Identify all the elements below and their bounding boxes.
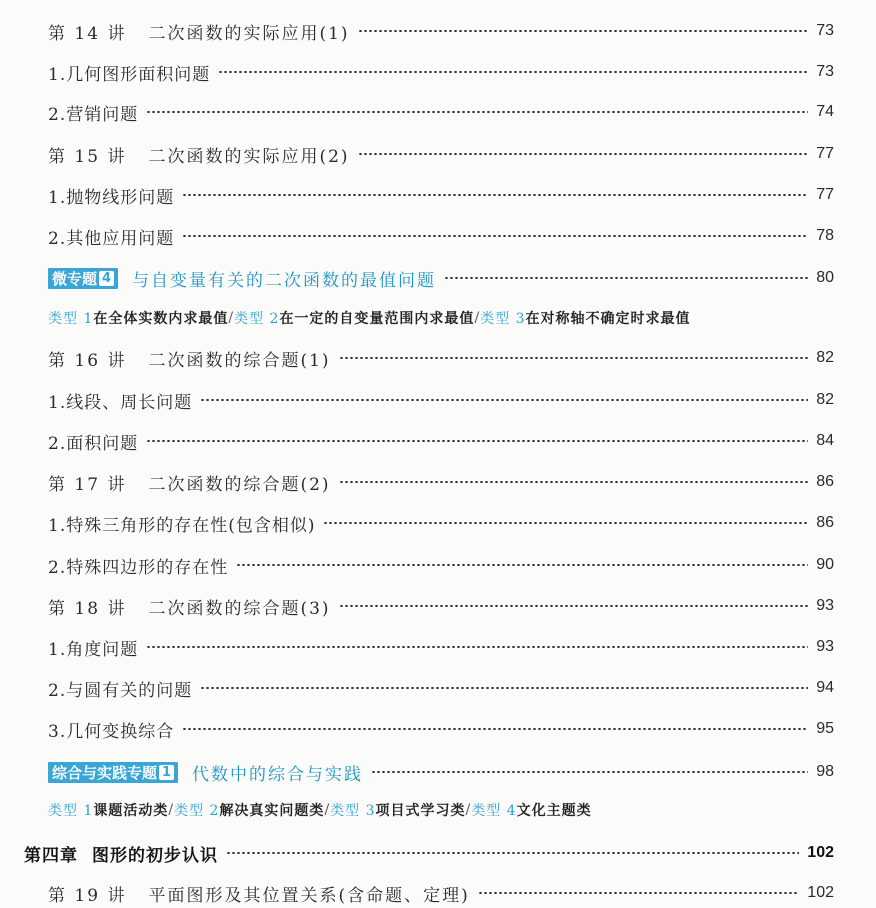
toc-item-17-1[interactable] [48, 509, 834, 537]
page-number: 77 [816, 145, 834, 162]
chapter-number: 第四章 [24, 845, 78, 866]
type-text: 文化主题类 [516, 803, 592, 819]
badge-number: 4 [99, 271, 114, 286]
item-title: 2.与圆有关的问题 [48, 680, 193, 701]
item-title: 2.特殊四边形的存在性 [48, 557, 229, 578]
item-title: 1.线段、周长问题 [48, 392, 193, 413]
type-text: 在对称轴不确定时求最值 [525, 311, 691, 327]
page-number: 80 [816, 269, 834, 286]
leader-dots [146, 111, 808, 113]
toc-item-18-2[interactable] [48, 674, 834, 702]
leader-dots [200, 399, 808, 401]
lecture-number: 第 16 讲 [48, 350, 127, 371]
page-number: 93 [816, 597, 834, 614]
leader-dots [146, 440, 808, 442]
practice-topic-title: 代数中的综合与实践 [192, 764, 364, 785]
leader-dots [236, 564, 808, 566]
leader-dots [339, 605, 809, 607]
page-number: 77 [816, 186, 834, 203]
leader-dots [182, 235, 808, 237]
lecture-title: 二次函数的实际应用(1) [148, 23, 350, 44]
page-number: 73 [816, 22, 834, 39]
lecture-title: 二次函数的实际应用(2) [148, 146, 350, 167]
type-label: 类型 1 [48, 803, 94, 819]
badge-number: 1 [159, 765, 174, 780]
leader-dots [339, 357, 809, 359]
type-label: 类型 3 [480, 311, 526, 327]
toc-lecture-15[interactable] [48, 140, 834, 168]
item-title: 1.特殊三角形的存在性(包含相似) [48, 515, 316, 536]
leader-dots [358, 153, 809, 155]
lecture-number: 第 14 讲 [48, 23, 127, 44]
leader-dots [218, 71, 808, 73]
toc-practice-topic-1[interactable] [48, 758, 834, 786]
type-label: 类型 2 [174, 803, 220, 819]
toc-item-16-1[interactable] [48, 386, 834, 414]
page-number: 102 [807, 884, 834, 901]
page-number: 93 [816, 638, 834, 655]
leader-dots [478, 892, 800, 894]
leader-dots [339, 481, 809, 483]
lecture-title: 二次函数的综合题(3) [148, 598, 331, 619]
page-number: 90 [816, 556, 834, 573]
toc-lecture-14[interactable] [48, 17, 834, 45]
page-number: 94 [816, 679, 834, 696]
page-number: 74 [816, 103, 834, 120]
toc-special-topic-4[interactable] [48, 264, 834, 292]
leader-dots [444, 277, 808, 279]
page-number: 98 [816, 763, 834, 780]
lecture-number: 第 18 讲 [48, 598, 127, 619]
page-number: 102 [807, 844, 834, 861]
toc-item-15-1[interactable] [48, 181, 834, 209]
item-title: 2.营销问题 [48, 104, 139, 125]
page-number: 82 [816, 349, 834, 366]
toc-lecture-19[interactable] [48, 879, 834, 907]
leader-dots [323, 522, 808, 524]
page-number: 86 [816, 514, 834, 531]
type-text: 解决真实问题类 [219, 803, 325, 819]
toc-lecture-18[interactable] [48, 592, 834, 620]
item-title: 1.角度问题 [48, 639, 139, 660]
lecture-title: 平面图形及其位置关系(含命题、定理) [148, 885, 470, 906]
type-text: 在全体实数内求最值 [93, 311, 229, 327]
toc-item-14-2[interactable] [48, 98, 834, 126]
practice-topic-badge: 综合与实践专题 1 [48, 762, 178, 783]
toc-item-14-1[interactable] [48, 58, 834, 86]
lecture-title: 二次函数的综合题(2) [148, 474, 331, 495]
page-number: 84 [816, 432, 834, 449]
page-number: 95 [816, 720, 834, 737]
practice-topic-1-types: 类型 1 课题活动类 / 类型 2 解决真实问题类 / 类型 3 项目式学习类 / 类型 4 文化主题类 [48, 802, 592, 819]
page-number: 82 [816, 391, 834, 408]
toc-lecture-16[interactable] [48, 344, 834, 372]
special-topic-title: 与自变量有关的二次函数的最值问题 [132, 270, 437, 291]
lecture-number: 第 19 讲 [48, 885, 127, 906]
special-topic-badge: 微专题 4 [48, 268, 118, 289]
lecture-number: 第 15 讲 [48, 146, 127, 167]
leader-dots [200, 687, 808, 689]
type-label: 类型 4 [471, 803, 517, 819]
special-topic-4-types: 类型 1 在全体实数内求最值 / 类型 2 在一定的自变量范围内求最值 / 类型 3 在对称轴不确定时求最值 [48, 310, 691, 327]
page-number: 86 [816, 473, 834, 490]
item-title: 1.抛物线形问题 [48, 187, 175, 208]
toc-chapter-4[interactable] [24, 839, 834, 867]
type-text: 课题活动类 [93, 803, 169, 819]
item-title: 3.几何变换综合 [48, 721, 175, 742]
leader-dots [182, 194, 808, 196]
leader-dots [146, 646, 808, 648]
chapter-title: 图形的初步认识 [92, 845, 218, 866]
toc-item-15-2[interactable] [48, 222, 834, 250]
type-text: 项目式学习类 [375, 803, 466, 819]
toc-item-18-1[interactable] [48, 633, 834, 661]
type-label: 类型 1 [48, 311, 94, 327]
lecture-number: 第 17 讲 [48, 474, 127, 495]
toc-lecture-17[interactable] [48, 468, 834, 496]
toc-item-18-3[interactable] [48, 715, 834, 743]
leader-dots [358, 30, 809, 32]
page-number: 78 [816, 227, 834, 244]
type-text: 在一定的自变量范围内求最值 [279, 311, 475, 327]
item-title: 2.面积问题 [48, 433, 139, 454]
type-label: 类型 2 [234, 311, 280, 327]
toc-item-16-2[interactable] [48, 427, 834, 455]
toc-item-17-2[interactable] [48, 551, 834, 579]
leader-dots [182, 728, 808, 730]
item-title: 2.其他应用问题 [48, 228, 175, 249]
item-title: 1.几何图形面积问题 [48, 64, 211, 85]
type-label: 类型 3 [330, 803, 376, 819]
leader-dots [226, 852, 799, 854]
lecture-title: 二次函数的综合题(1) [148, 350, 331, 371]
leader-dots [371, 771, 808, 773]
page-number: 73 [816, 63, 834, 80]
